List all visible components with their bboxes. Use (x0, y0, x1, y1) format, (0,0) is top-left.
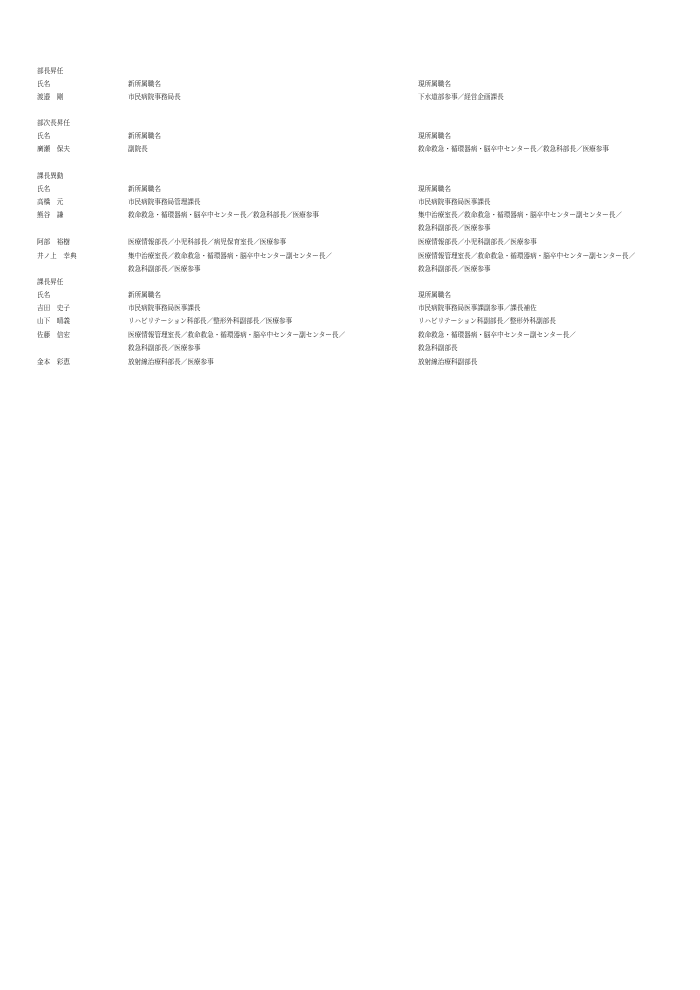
table-row (0, 143, 700, 156)
person-name: 高橋 元 (37, 198, 64, 206)
header-current-position: 現所属職名 (418, 132, 451, 140)
column-header-row (0, 78, 700, 91)
header-new-position: 新所属職名 (128, 185, 161, 193)
person-name: 吉田 史子 (37, 304, 70, 312)
person-name: 阿部 裕樹 (37, 238, 70, 246)
header-name: 氏名 (37, 80, 51, 88)
new-position: 救急科副部長／医療参事 (128, 265, 201, 273)
current-position: 救急科副部長 (418, 344, 458, 352)
new-position: 医療情報管理室長／救命救急・循環器病・脳卒中センター副センター長／ (128, 331, 346, 339)
table-row (0, 196, 700, 209)
section-title: 部長昇任 (37, 67, 64, 75)
column-header-row (0, 130, 700, 143)
header-name: 氏名 (37, 132, 51, 140)
header-current-position: 現所属職名 (418, 185, 451, 193)
header-new-position: 新所属職名 (128, 132, 161, 140)
header-name: 氏名 (37, 185, 51, 193)
current-position: 集中治療室長／救命救急・循環器病・脳卒中センター副センター長／ (418, 211, 622, 219)
section-title-line (0, 65, 700, 78)
person-name: 渡邉 剛 (37, 93, 64, 101)
new-position: 救命救急・循環器病・脳卒中センター長／救急科部長／医療参事 (128, 211, 319, 219)
current-position: 救急科副部長／医療参事 (418, 265, 491, 273)
new-position: 放射線治療科部長／医療参事 (128, 358, 214, 366)
new-position: 市民病院事務局管理課長 (128, 198, 201, 206)
new-position: 市民病院事務局長 (128, 93, 181, 101)
table-row (0, 342, 700, 355)
column-header-row (0, 289, 700, 302)
new-position: 副院長 (128, 145, 148, 153)
person-name: 井ノ上 幸典 (37, 252, 77, 260)
new-position: 集中治療室長／救命救急・循環器病・脳卒中センター副センター長／ (128, 252, 332, 260)
table-row (0, 91, 700, 104)
table-row (0, 222, 700, 235)
table-row (0, 329, 700, 342)
table-row (0, 263, 700, 276)
section-title-line (0, 276, 700, 289)
person-name: 熊谷 謙 (37, 211, 64, 219)
section-title: 課長昇任 (37, 278, 64, 286)
person-name: 佐藤 信宏 (37, 331, 70, 339)
current-position: 下水道部参事／経営企画課長 (418, 93, 504, 101)
new-position: 救急科副部長／医療参事 (128, 344, 201, 352)
section-title-line (0, 170, 700, 183)
current-position: 救命救急・循環器病・脳卒中センター長／救急科部長／医療参事 (418, 145, 609, 153)
section-title-line (0, 117, 700, 130)
header-name: 氏名 (37, 291, 51, 299)
section-title: 部次長昇任 (37, 119, 70, 127)
section-title: 課長異動 (37, 172, 64, 180)
person-name: 金本 彩恵 (37, 358, 70, 366)
new-position: 市民病院事務局医事課長 (128, 304, 201, 312)
header-new-position: 新所属職名 (128, 80, 161, 88)
person-name: 廣瀬 保夫 (37, 145, 70, 153)
current-position: 救急科副部長／医療参事 (418, 224, 491, 232)
table-row (0, 356, 700, 369)
table-row (0, 236, 700, 249)
column-header-row (0, 183, 700, 196)
current-position: 医療情報部長／小児科副部長／医療参事 (418, 238, 537, 246)
table-row (0, 209, 700, 222)
new-position: 医療情報部長／小児科部長／病児保育室長／医療参事 (128, 238, 287, 246)
current-position: 市民病院事務局医事課長 (418, 198, 491, 206)
current-position: 放射線治療科副部長 (418, 358, 478, 366)
current-position: 医療情報管理室長／救命救急・循環器病・脳卒中センター副センター長／ (418, 252, 636, 260)
table-row (0, 250, 700, 263)
current-position: 市民病院事務局医事課副参事／課長補佐 (418, 304, 537, 312)
current-position: 救命救急・循環器病・脳卒中センター副センター長／ (418, 331, 576, 339)
table-row (0, 302, 700, 315)
header-new-position: 新所属職名 (128, 291, 161, 299)
person-name: 山下 晴義 (37, 317, 70, 325)
new-position: リハビリテーション科部長／整形外科副部長／医療参事 (128, 317, 293, 325)
table-row (0, 315, 700, 328)
header-current-position: 現所属職名 (418, 80, 451, 88)
current-position: リハビリテーション科副部長／整形外科副部長 (418, 317, 556, 325)
header-current-position: 現所属職名 (418, 291, 451, 299)
